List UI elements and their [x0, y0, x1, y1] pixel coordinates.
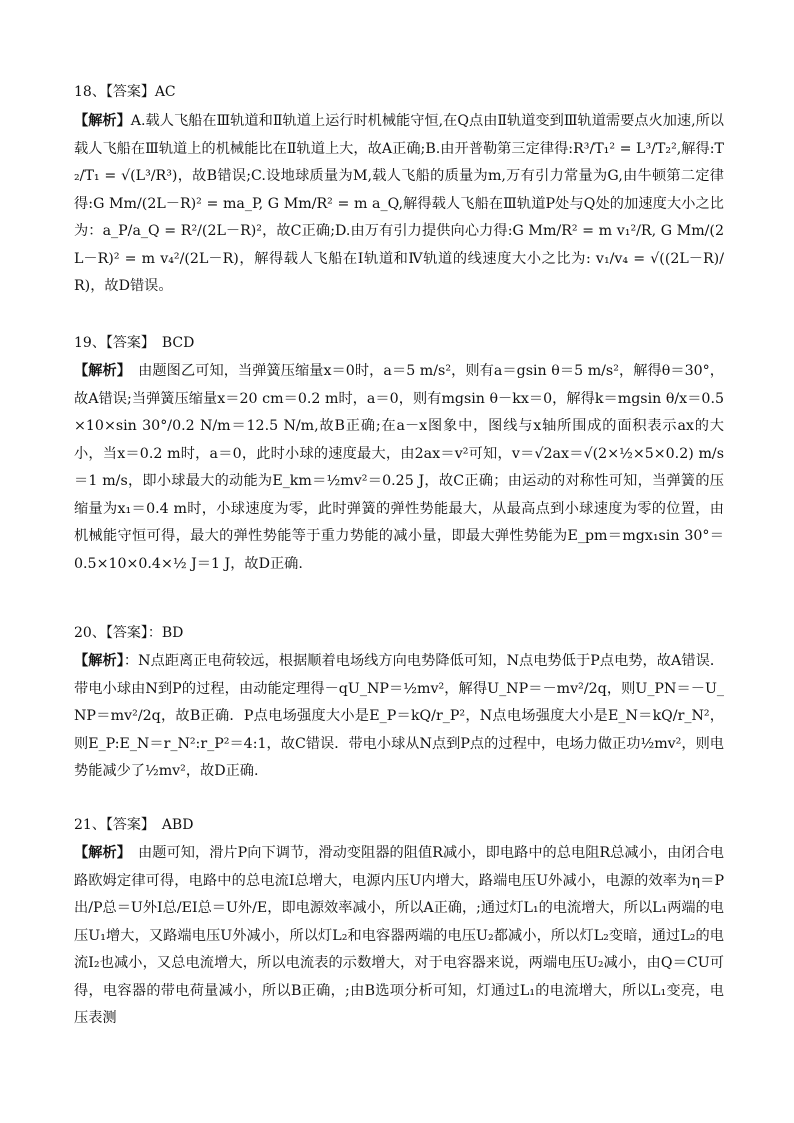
q19-analysis-label: 【解析】: [74, 363, 124, 379]
q18-analysis-label: 【解析】: [74, 113, 131, 129]
q21-analysis: [74, 840, 724, 1055]
q19-analysis: [74, 358, 724, 616]
q21-answer-heading: 21、【答案】 ABD: [74, 817, 194, 833]
q18-analysis: [74, 108, 724, 298]
q18-answer-heading: 18、【答案】AC: [74, 84, 176, 100]
q19-analysis-text: 由题图乙可知，当弹簧压缩量x＝0时，a＝5 m/s²，则有a＝gsin θ＝5 m/s²，解得θ＝30°，故A错误;当弹簧压缩量x＝20 cm＝0.2 m时，a＝0，则有mgsin θ－kx＝0，解得k＝mgsin θ/x＝0.5×10×sin 30°/0.2 N/m＝12.5 N/m,故B正确;在a－x图象中，图线与x轴所围成的面积表示ax的大小，当x＝0.2 m时，a＝0，此时小球的速度最大，由2ax＝v²可知，v＝√2ax＝√(2×½×5×0.2) m/s＝1 m/s，即小球最大的动能为E_km＝½mv²＝0.25 J，故C正确；由运动的对称性可知，当弹簧的压缩量为x₁＝0.4 m时，小球速度为零，此时弹簧的弹性势能最大，从最高点到小球速度为零的位置，由机械能守恒可得，最大的弹性势能等于重力势能的减小量，即最大弹性势能为E_pm＝mgx₁sin 30°＝0.5×10×0.4×½ J＝1 J，故D正确.: [74, 363, 724, 572]
q20-analysis-text: ：N点距离正电荷较远，根据顺着电场线方向电势降低可知，N点电势低于P点电势，故A错误．带电小球由N到P的过程，由动能定理得－qU_NP＝½mv²，解得U_NP＝－mv²/2q，则U_PN＝－U_NP＝mv²/2q，故B正确．P点电场强度大小是E_P＝kQ/r_P²，N点电场强度大小是E_N＝kQ/r_N²，则E_P:E_N＝r_N²:r_P²＝4:1，故C错误．带电小球从N点到P点的过程中，电场力做正功½mv²，则电势能减少了½mv²，故D正确.: [74, 653, 724, 779]
q19-answer-heading: 19、【答案】 BCD: [74, 335, 195, 351]
q20-analysis-label: 【解析】: [74, 653, 124, 669]
q21-analysis-text: 由题可知，滑片P向下调节，滑动变阻器的阻值R减小，即电路中的总电阻R总减小，由闭合电路欧姆定律可得，电路中的总电流I总增大，电源内压U内增大，路端电压U外减小，电源的效率为η＝P出/P总＝U外I总/EI总＝U外/E，即电源效率减小，所以A正确，;通过灯L₁的电流增大，所以L₁两端的电压U₁增大，又路端电压U外减小，所以灯L₂和电容器两端的电压U₂都减小，所以灯L₂变暗，通过L₂的电流I₂也减小，又总电流增大，所以电流表的示数增大，对于电容器来说，两端电压U₂减小，由Q＝CU可得，电容器的带电荷量减小，所以B正确，;由B选项分析可知，灯通过L₁的电流增大，所以L₁变亮，电压表测: [74, 845, 724, 1026]
q21-analysis-label: 【解析】: [74, 845, 124, 861]
q18-analysis-text: A.载人飞船在Ⅲ轨道和Ⅱ轨道上运行时机械能守恒,在Q点由Ⅱ轨道变到Ⅲ轨道需要点火加速,所以载人飞船在Ⅲ轨道上的机械能比在Ⅱ轨道上大，故A正确;B.由开普勒第三定律得:R³/T₁² = L³/T₂²,解得:T₂/T₁ = √(L³/R³)，故B错误;C.设地球质量为M,载人飞船的质量为m,万有引力常量为G,由牛顿第二定律得:G Mm/(2L－R)² = ma_P, G Mm/R² = m a_Q,解得载人飞船在Ⅲ轨道P处与Q处的加速度大小之比为：a_P/a_Q = R²/(2L－R)²，故C正确;D.由万有引力提供向心力得:G Mm/R² = m v₁²/R, G Mm/(2L－R)² = m v₄²/(2L－R)，解得载人飞船在Ⅰ轨道和Ⅳ轨道的线速度大小之比为: v₁/v₄ = √((2L－R)/R)，故D错误。: [74, 113, 724, 294]
q20-analysis: [74, 648, 724, 808]
q20-answer-heading: 20、【答案】：BD: [74, 625, 184, 641]
